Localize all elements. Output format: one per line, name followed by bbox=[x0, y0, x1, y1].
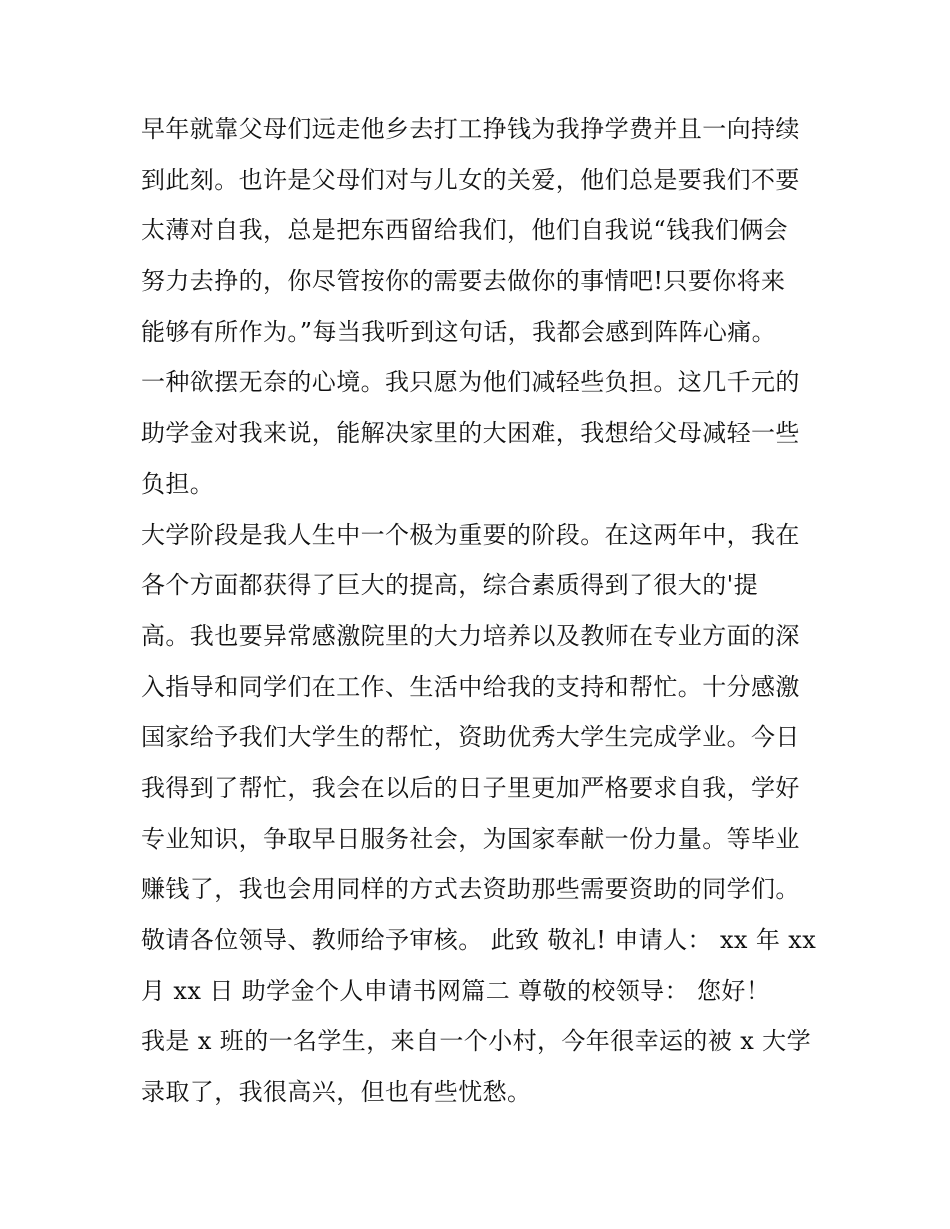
text-line: 敬请各位领导、教师给予审核。 此致 敬礼! 申请人： xx 年 xx bbox=[141, 926, 817, 954]
text-line: 高。我也要异常感激院里的大力培养以及教师在专业方面的深 bbox=[141, 621, 800, 650]
text-line: 早年就靠父母们远走他乡去打工挣钱为我挣学费并且一向持续 bbox=[141, 115, 800, 143]
document-body bbox=[141, 104, 821, 1118]
text-line: 负担。 bbox=[141, 469, 215, 498]
text-line: 赚钱了，我也会用同样的方式去资助那些需要资助的同学们。 bbox=[141, 875, 800, 904]
text-line: 大学阶段是我人生中一个极为重要的阶段。在这两年中，我在 bbox=[141, 520, 800, 549]
text-line: 太薄对自我，总是把东西留给我们，他们自我说“钱我们俩会 bbox=[141, 216, 789, 245]
text-line: 入指导和同学们在工作、生活中给我的支持和帮忙。十分感激 bbox=[141, 672, 800, 701]
text-line: 录取了，我很高兴，但也有些忧愁。 bbox=[141, 1078, 532, 1107]
text-line: 国家给予我们大学生的帮忙，资助优秀大学生完成学业。今日 bbox=[141, 723, 800, 752]
text-line: 助学金对我来说，能解决家里的大困难，我想给父母减轻一些 bbox=[141, 419, 800, 448]
text-line: 月 xx 日 助学金个人申请书网篇二 尊敬的校领导： 您好！ bbox=[141, 976, 771, 1005]
text-line: 各个方面都获得了巨大的提高，综合素质得到了很大的'提 bbox=[141, 571, 758, 600]
text-line: 到此刻。也许是父母们对与儿女的关爱，他们总是要我们不要 bbox=[141, 165, 800, 194]
text-line: 一种欲摆无奈的心境。我只愿为他们减轻些负担。这几千元的 bbox=[141, 368, 800, 397]
text-line: 能够有所作为。”每当我听到这句话，我都会感到阵阵心痛。 bbox=[141, 317, 777, 346]
text-line: 我是 x 班的一名学生，来自一个小村，今年很幸运的被 x 大学 bbox=[141, 1027, 811, 1056]
text-line: 努力去挣的，你尽管按你的需要去做你的事情吧!只要你将来 bbox=[141, 267, 786, 296]
text-line: 我得到了帮忙，我会在以后的日子里更加严格要求自我，学好 bbox=[141, 773, 800, 802]
text-line: 专业知识，争取早日服务社会，为国家奉献一份力量。等毕业 bbox=[141, 824, 800, 853]
